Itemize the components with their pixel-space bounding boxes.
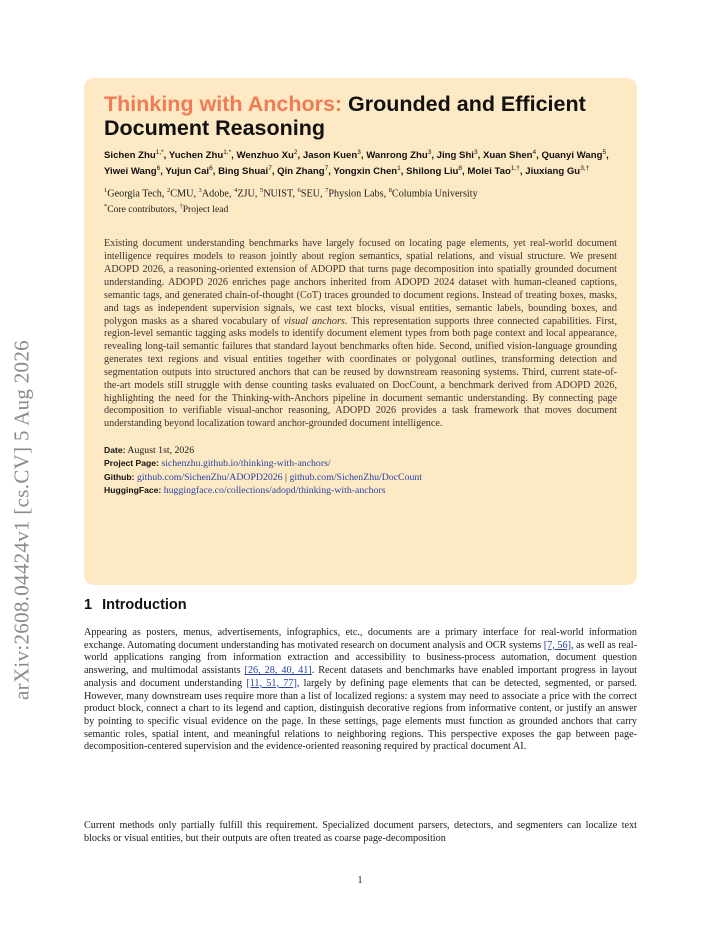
author-name: Jing Shi (436, 150, 474, 162)
intro-text: , as well as real-world applications ranging from information extraction and accessibility to business-process automation, document question answering, and multimodal assistants (84, 639, 637, 677)
abstract-part-2: . This representation supports three connected capabilities. First, region-level semantic tagging asks models to identify document element types from both page context and local appearance, revealing long-tail semantic failures that standard layout benchmarks often hide. Second, unified vision-language grounding generates text regions and visual entities together with coordinates or polygonal outlines, transforming detection and segmentation outputs into structured anchors that can be reused by downstream reasoning systems. Third, current state-of-the-art models still struggle with dense counting tasks evaluated on DocCount, a benchmark derived from ADOPD 2026, highlighting the need for the Thinking-with-Anchors pipeline in document semantic understanding. By connecting page decomposition to verifiable visual-anchor reasoning, ADOPD 2026 provides a task framework that moves document understanding beyond localization toward anchor-grounded document intelligence. (104, 315, 617, 430)
intro-paragraph-2: Current methods only partially fulfill this requirement. Specialized document parsers, detectors, and segmenters can localize text blocks or visual entities, but their outputs are often treated as coarse page-decomposition (84, 820, 637, 844)
project-page-link[interactable]: sichenzhu.github.io/thinking-with-anchors/ (161, 458, 331, 470)
section-title: Introduction (102, 597, 187, 613)
abstract-box (84, 78, 637, 585)
intro-text: Appearing as posters, menus, advertisements, infographics, etc., documents are a primary interface for real-world information exchange. Automating document understanding has motivated research on document analysis and OCR systems (84, 627, 637, 651)
affiliation-name: Columbia University (391, 188, 478, 200)
project-row (104, 457, 617, 470)
author-name: Yongxin Chen (333, 166, 398, 178)
abstract-emphasis: visual anchors (283, 315, 345, 327)
intro-text: . Recent datasets and benchmarks have enabled important progress in layout analysis and document understanding (84, 665, 637, 689)
note-core: Core contributors, (107, 204, 180, 216)
author-affiliation-mark: 3,† (580, 165, 590, 173)
title-rest: Grounded and Efficient Document Reasoning (104, 92, 586, 140)
author-affiliation-mark: 7 (268, 165, 272, 173)
affiliation-name: SEU (300, 188, 321, 200)
author-name: Yuchen Zhu (168, 150, 224, 162)
author-affiliation-mark: 1,* (223, 149, 232, 156)
citation-link[interactable]: [11, 51, 77] (246, 677, 297, 689)
affiliation-mark: 6 (297, 187, 301, 195)
affiliation-mark: 7 (325, 187, 329, 195)
affiliations: $^1$Georgia Tech, $^2$CMU, $^3$Adobe, $^4$ZJU, $^5$NUIST, $^6$SEU, $^7$Physion Labs, $^8$Columbia University (104, 187, 478, 200)
author-name: Sichen Zhu (104, 150, 156, 162)
arxiv-identifier: arXiv:2608.04424v1 [cs.CV] 5 Aug 2026 (9, 340, 34, 700)
author-affiliation-mark: 5 (602, 149, 607, 156)
author-affiliation-mark: 6 (156, 165, 161, 173)
affiliation-mark: 8 (388, 187, 392, 195)
author-affiliation-mark: 4 (532, 149, 537, 156)
github-label: Github: (104, 471, 135, 482)
affiliation-name: Physion Labs (328, 188, 384, 200)
affiliation-name: NUIST (263, 188, 293, 200)
author-affiliation-mark: 3 (357, 149, 361, 156)
author-name: Xuan Shen (482, 150, 533, 162)
affiliation-mark: 1 (104, 187, 108, 195)
author-name: Shilong Liu (406, 166, 459, 178)
date-row (104, 444, 617, 457)
author-affiliation-mark: 1 (397, 165, 401, 173)
citation-link[interactable]: [7, 56] (543, 639, 571, 651)
intro-text: , largely by defining page elements that can be detected, segmented, or parsed. However, many downstream uses require more than a list of localized regions: a system may need to associate a price with the correct product block, connect a chart to its legend and caption, distinguish decorative regions from informative content, or justify an answer by pointing to specific visual evidence on the page. In these settings, page elements must function as grounded anchors that carry semantic roles, spatial intent, and meaningful relations to neighboring regions. This perspective exposes the gap between page-decomposition-centered supervision and the evidence-oriented reasoning required by practical document AI. (84, 677, 637, 753)
section-number: 1 (84, 597, 93, 613)
paper-metadata (104, 444, 617, 497)
author-name: Molei Tao (467, 166, 511, 178)
author-name: Wenzhuo Xu (236, 150, 294, 162)
author-affiliation-mark: 3 (473, 149, 478, 156)
author-name: Jiuxiang Gu (525, 166, 581, 178)
affiliation-name: CMU (170, 188, 194, 200)
huggingface-label: HuggingFace: (104, 484, 162, 495)
github-link-doccount[interactable]: github.com/SichenZhu/DocCount (289, 471, 422, 483)
affiliation-mark: 5 (259, 187, 264, 195)
author-affiliation-mark: 8 (458, 165, 462, 173)
github-link-adopd[interactable]: github.com/SichenZhu/ADOPD2026 (137, 471, 283, 483)
author-name: Bing Shuai (218, 166, 269, 178)
abstract-text (104, 238, 617, 431)
author-affiliation-mark: 1,* (155, 149, 164, 156)
huggingface-link[interactable]: huggingface.co/collections/adopd/thinking-with-anchors (163, 484, 386, 496)
author-name: Yiwei Wang (104, 166, 157, 178)
project-label: Project Page: (104, 458, 159, 469)
affiliation-name: Georgia Tech (107, 188, 162, 200)
date-label: Date: (104, 445, 126, 456)
author-affiliation-mark: 1,† (510, 165, 520, 173)
contributor-note (104, 201, 617, 216)
section-heading (84, 597, 187, 613)
author-list: Sichen Zhu$^{1,*}$, Yuchen Zhu$^{1,*}$, Wenzhuo Xu$^2$, Jason Kuen$^3$, Wanrong Zhu$^3$, Jing Shi$^3$, Xuan Shen$^4$, Quanyi Wang$^5$, Yiwei Wang$^6$, Yujun Cai$^6$, Bing Shuai$^7$, Qin Zhang$^7$, Yongxin Chen$^1$, Shilong Liu$^8$, Molei Tao$^{1,\dagger}$, Jiuxiang $Gu^{3,\dagger}$ (104, 149, 609, 178)
page-number: 1 (357, 875, 363, 886)
author-name: Yujun Cai (165, 166, 210, 178)
author-affiliation-mark: 2 (293, 149, 298, 156)
affiliation-name: Adobe (201, 188, 229, 200)
affiliation-name: ZJU (237, 188, 255, 200)
paper-title (104, 92, 617, 140)
github-row (104, 471, 617, 484)
affiliation-mark: 3 (198, 187, 202, 195)
author-affiliation-mark: 7 (324, 165, 329, 173)
author-name: Wanrong Zhu (366, 150, 428, 162)
note-lead-mark: † (179, 203, 183, 211)
note-lead: Project lead (182, 204, 229, 216)
affiliation-mark: 2 (166, 187, 171, 195)
affiliation-mark: 4 (234, 187, 238, 195)
author-affiliation-mark: 3 (427, 149, 432, 156)
github-separator: | (282, 471, 290, 483)
author-affiliation-mark: 6 (209, 165, 213, 173)
abstract-part-1: Existing document understanding benchmarks have largely focused on locating page elements, yet real-world document intelligence requires models to reason jointly about region semantics, spatial relations, and visual structure. We present ADOPD 2026, a reasoning-oriented extension of ADOPD that turns page decomposition into spatially grounded document understanding. ADOPD 2026 enriches page anchors inherited from ADOPD 2024 dataset with human-cleaned captions, semantic tags, and generated chain-of-thought (CoT) traces grounded to document regions. Instead of treating boxes, masks, and tags as independent supervision signals, we cast text blocks, visual entities, semantic labels, bounding boxes, and polygon masks as a shared vocabulary of (104, 238, 617, 327)
date-value: August 1st, 2026 (127, 445, 195, 457)
author-name: Jason Kuen (302, 150, 358, 162)
author-name: Quanyi Wang (541, 150, 603, 162)
note-core-mark: * (104, 203, 108, 211)
title-accent: Thinking with Anchors: (104, 92, 343, 116)
author-name: Qin Zhang (277, 166, 325, 178)
intro-paragraph-1 (84, 627, 637, 754)
huggingface-row (104, 484, 617, 497)
citation-link[interactable]: [26, 28, 40, 41] (244, 665, 312, 677)
